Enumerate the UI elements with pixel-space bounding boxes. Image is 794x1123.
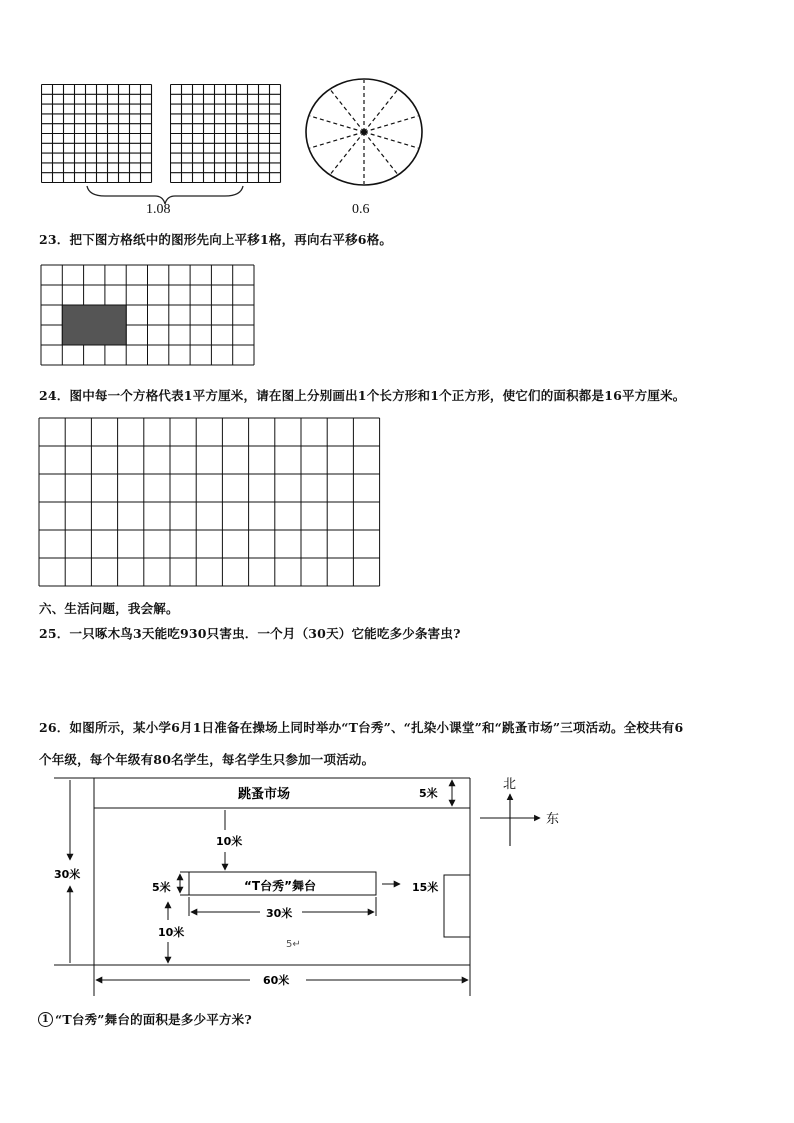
east-label: 东 (546, 812, 560, 827)
dim-30m-left: 30米 (54, 868, 81, 881)
stray-mark: 5↵ (286, 939, 301, 950)
dim-30m-stage: 30米 (266, 907, 293, 920)
compass (474, 770, 574, 850)
dim-5m-top: 5米 (419, 787, 438, 800)
circle-divider (310, 116, 364, 132)
question-25: 25．一只啄木鸟3天能吃930只害虫．一个月（30天）它能吃多少条害虫? (39, 626, 461, 641)
circle-divider (330, 132, 364, 174)
q23-grid (40, 264, 258, 366)
dim-10m-lower: 10米 (158, 926, 185, 939)
circle-divider (364, 132, 418, 148)
dim-5m-stage: 5米 (152, 881, 171, 894)
question-26-line1: 26．如图所示，某小学6月1日准备在操场上同时举办“T台秀”、“扎染小课堂”和“跳蚤市场”三项活动。全校共有6 (39, 720, 684, 735)
north-label: 北 (503, 777, 517, 792)
shaded-rectangle (62, 305, 126, 345)
fig22-circle (303, 76, 425, 188)
market-label: 跳蚤市场 (237, 787, 291, 802)
question-26-line2: 个年级，每个年级有80名学生，每名学生只参加一项活动。 (39, 752, 375, 767)
dim-60m: 60米 (263, 974, 290, 987)
fig22-grid-right (170, 84, 282, 184)
fig22-circle-caption: 0.6 (352, 202, 370, 217)
section-6-title: 六、生活问题，我会解。 (39, 601, 179, 616)
circle-divider (330, 90, 364, 132)
circle-divider (364, 90, 398, 132)
fig22-grid-left (41, 84, 153, 184)
question-26-sub1 (38, 1010, 252, 1028)
dim-10m-upper: 10米 (216, 835, 243, 848)
fig22-grid-caption: 1.08 (146, 202, 171, 217)
circle-divider (364, 132, 398, 174)
circled-number-1: 1 (38, 1012, 53, 1027)
dim-15m: 15米 (412, 881, 439, 894)
circle-divider (364, 116, 418, 132)
question-24: 24．图中每一个方格代表1平方厘米，请在图上分别画出1个长方形和1个正方形，使它们的面积都是16平方厘米。 (39, 388, 686, 403)
question-23: 23．把下图方格纸中的图形先向上平移1格，再向右平移6格。 (39, 232, 393, 247)
circle-divider (310, 132, 364, 148)
q24-grid (38, 417, 382, 589)
stage-label: “T台秀”舞台 (244, 879, 316, 893)
question-26-sub1-text: “T台秀”舞台的面积是多少平方米? (55, 1012, 252, 1027)
